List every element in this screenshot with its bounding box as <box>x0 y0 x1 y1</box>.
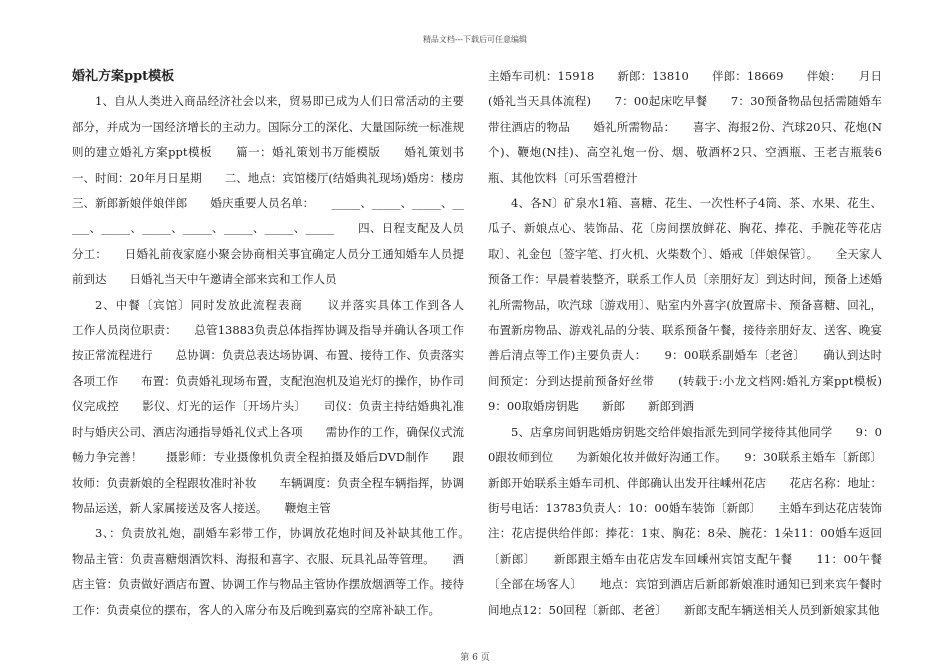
document-title: 婚礼方案ppt模板 <box>72 69 175 84</box>
left-column <box>72 64 487 623</box>
page-number: 第 6 页 <box>460 653 490 663</box>
paragraph: 4、各N〕矿泉水1箱、喜糖、花生、一次性杯子4筒、茶、水果、花生、瓜子、新娘点心、装饰品、花〔房间摆放鲜花、胸花、捧花、手腕花等花店取〕、礼金包〔签字笔、打火机、火柴数个〕、婚戒〔伴娘保管〕。 全天家人预备工作：早晨着装整齐，联系工作人员〔亲朋好友〕到达时间，预备上述婚礼所需物品，吹汽球〔游戏用〕、贴室内外喜字(放置席卡、预备喜糖、回礼，布置新房物品、游戏礼品的分装、联系预备午餐，接待亲朋好友、送客、晚宴善后清点等工作)主要负责人： 9：00联系副婚车〔老爸〕 确认到达时间预定：分到达提前预备好丝带 (转载于:小龙文档网:婚礼方案ppt模板)9：00取婚房钥匙 新郎 新郎到酒 <box>488 196 882 414</box>
paragraph: 5、店拿房间钥匙婚房钥匙交给伴娘指派先到同学接待其他同学 9：00跟妆师到位 为新娘化妆并做好沟通工作。 9：30联系主婚车〔新郎〕新郎开始联系主婚车司机、伴郎确认出发开往嵊州花店 花店名称：地址：街号电话：13783负责人：10：00婚车装饰〔新郎〕 主婚车到达花店装饰注：花店提供给伴郎：捧花：1束、胸花：8朵、腕花：1朵11：00婚车返回〔新郎〕 新郎跟主婚车由花店发车回嵊州宾馆支配午餐 11：00午餐〔全部在场客人〕 地点：宾馆到酒店后新郎新娘准时通知已到来宾午餐时间地点12：50回程〔新郎、老爸〕 新郎支配车辆送相关人员到新娘家其他 <box>488 424 882 617</box>
paragraph: 2、中餐〔宾馆〕同时发放此流程表商 议并落实具体工作到各人 工作人员岗位职责： 总管13883负责总体指挥协调及指导并确认各项工作按正常流程进行 总协调：负责总表达场协调、布置、接待工作、负责落实各项工作 布置：负责婚礼现场布置，支配泡泡机及追光灯的操作，协作司仪完成控 影仪、灯光的运作〔开场片头〕 司仪：负责主持结婚典礼准时与婚庆公司、酒店沟通指导婚礼仪式上各项 需协作的工作，确保仪式流畅力争完善！ 摄影师：专业摄像机负责全程拍摄及婚后DVD制作 跟妆师：负责新娘的全程跟妆准时补妆 车辆调度：负责全程车辆指挥，协调物品运送，新人家属接送及客人接送。 鞭炮主管 <box>72 297 487 515</box>
paragraph: 3、：负责放礼炮，副婚车彩带工作，协调放花炮时间及补缺其他工作。 物品主管：负责喜糖烟酒饮料、海报和喜字、衣服、玩具礼品等管理。 酒店主管：负责做好酒店布置、协调工作与物品主管协作摆放烟酒等工作。接待工作：负责桌位的摆布，客人的入席分布及后晚到嘉宾的空席补缺工作。 <box>72 526 487 617</box>
paragraph: 主婚车司机：15918 新郎：13810 伴郎：18669 伴娘： 月日(婚礼当天具体流程) 7：00起床吃早餐 7：30预备物品包括需随婚车带往酒店的物品 婚礼所需物品： 喜字、海报2份、汽球20只、花炮(N个)、鞭炮(N挂)、高空礼炮一份、烟、敬酒杯2只、空酒瓶、王老吉瓶装6瓶、其他饮料〔可乐雪碧橙汁 <box>488 69 882 185</box>
paragraph: 1、自从人类进入商品经济社会以来，贸易即已成为人们日常活动的主要部分，并成为一国经济增长的主动力。国际分工的深化、大量国际统一标准规则的建立婚礼方案ppt模板 篇一：婚礼策划书万能模版 婚礼策划书 一、时间：20年月日星期 二、地点：宾馆楼厅(结婚典礼现场)婚房：楼房 三、新郎新娘伴娘伴郎 婚庆重要人员名单： _____、_____、_____、_____、_____、_____、_____、_____、_____、_____ 四、日程支配及人员分工： 日婚礼前夜家庭小聚会协商相关事宜确定人员分工通知婚车人员提前到达 日婚礼当天中午邀请全部来宾和工作人员 <box>72 94 487 287</box>
page-header: 精品文档---下载后可任意编辑 <box>422 35 528 44</box>
right-column <box>488 64 882 623</box>
